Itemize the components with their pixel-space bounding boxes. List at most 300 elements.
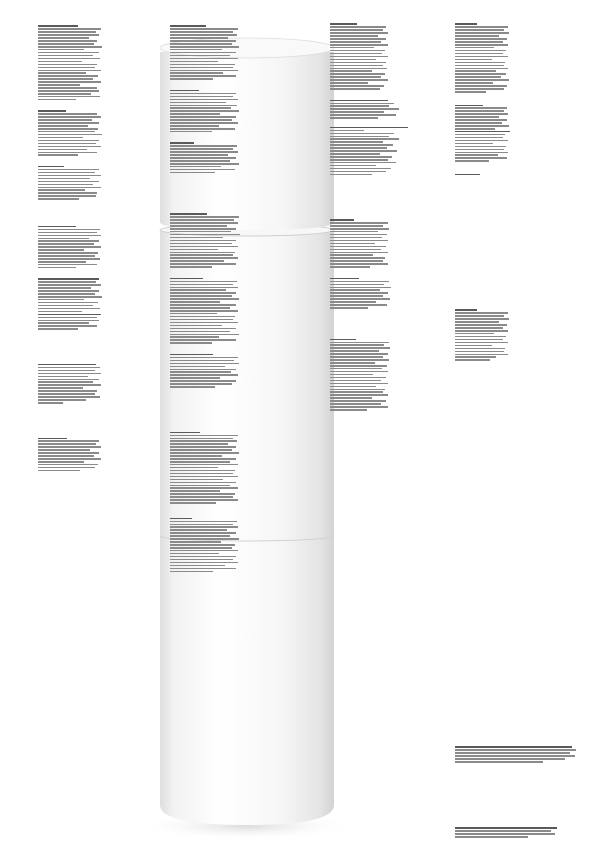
text-line <box>455 131 510 133</box>
text-line <box>170 371 231 373</box>
text-line <box>455 85 507 87</box>
text-line <box>38 393 95 395</box>
text-line <box>455 137 503 139</box>
text-line <box>170 25 206 27</box>
text-line <box>170 342 212 344</box>
text-block <box>38 278 104 329</box>
text-line <box>170 40 236 42</box>
text-line <box>330 359 389 361</box>
text-line <box>38 64 97 66</box>
text-line <box>330 76 381 78</box>
text-block <box>170 432 242 504</box>
text-line <box>170 55 230 57</box>
text-line <box>455 309 477 311</box>
text-block <box>38 438 104 472</box>
text-line <box>330 386 376 388</box>
text-line <box>170 470 235 472</box>
text-line <box>455 62 505 64</box>
text-line <box>38 113 97 115</box>
text-line <box>170 464 238 466</box>
text-line <box>170 93 236 95</box>
text-line <box>330 301 376 303</box>
text-line <box>170 452 239 454</box>
text-line <box>38 293 95 295</box>
text-line <box>38 195 96 197</box>
text-line <box>330 292 388 294</box>
text-line <box>330 56 388 58</box>
text-line <box>38 370 95 372</box>
text-line <box>170 52 236 54</box>
text-line <box>170 449 232 451</box>
text-line <box>170 568 236 570</box>
text-line <box>38 455 94 457</box>
text-line <box>455 836 528 838</box>
text-line <box>455 321 499 323</box>
text-line <box>330 73 385 75</box>
text-line <box>170 96 233 98</box>
text-line <box>38 128 98 130</box>
text-line <box>38 249 84 251</box>
text-line <box>170 131 212 133</box>
text-line <box>170 219 234 221</box>
text-line <box>170 246 238 248</box>
text-line <box>455 56 508 58</box>
text-line <box>170 169 235 171</box>
text-line <box>170 252 235 254</box>
text-line <box>455 32 509 34</box>
text-line <box>170 28 238 30</box>
text-line <box>330 35 378 37</box>
text-line <box>38 116 101 118</box>
text-line <box>38 87 97 89</box>
text-line <box>170 99 238 101</box>
text-line <box>330 231 378 233</box>
text-line <box>330 263 388 265</box>
text-line <box>170 476 238 478</box>
text-line <box>38 308 100 310</box>
text-line <box>38 238 89 240</box>
text-line <box>455 827 557 829</box>
text-line <box>330 347 390 349</box>
text-line <box>330 353 388 355</box>
text-line <box>38 376 88 378</box>
text-block <box>38 364 104 404</box>
text-line <box>38 125 88 127</box>
text-line <box>330 350 379 352</box>
text-line <box>330 307 368 309</box>
text-line <box>455 26 508 28</box>
text-line <box>170 490 220 492</box>
text-line <box>330 162 396 164</box>
text-line <box>455 107 507 109</box>
text-line <box>170 304 236 306</box>
text-line <box>330 409 367 411</box>
text-line <box>170 148 233 150</box>
text-line <box>455 35 499 37</box>
text-line <box>170 243 232 245</box>
text-line <box>38 134 102 136</box>
text-line <box>330 174 372 176</box>
text-block <box>455 309 511 360</box>
text-line <box>170 357 238 359</box>
text-line <box>38 317 97 319</box>
text-line <box>170 363 239 365</box>
text-line <box>330 153 380 155</box>
text-line <box>38 387 83 389</box>
text-line <box>38 322 89 324</box>
text-line <box>330 50 385 52</box>
text-column-2 <box>170 24 242 834</box>
text-line <box>170 502 216 504</box>
text-line <box>330 389 385 391</box>
text-line <box>455 830 551 832</box>
text-line <box>455 342 508 344</box>
text-line <box>455 140 508 142</box>
text-line <box>455 70 496 72</box>
text-line <box>170 67 233 69</box>
text-line <box>455 154 498 156</box>
text-line <box>455 44 508 46</box>
text-line <box>330 254 373 256</box>
text-line <box>38 446 101 448</box>
text-line <box>170 310 238 312</box>
text-line <box>38 320 99 322</box>
text-line <box>38 43 94 45</box>
text-line <box>170 443 228 445</box>
text-line <box>38 381 93 383</box>
text-line <box>330 289 380 291</box>
text-line <box>170 237 223 239</box>
text-line <box>170 313 217 315</box>
text-column-1 <box>38 24 104 779</box>
text-line <box>455 41 503 43</box>
text-line <box>455 749 576 751</box>
text-line <box>330 368 382 370</box>
text-line <box>330 252 388 254</box>
text-line <box>38 314 101 316</box>
text-line <box>455 125 509 127</box>
text-line <box>330 298 390 300</box>
text-line <box>170 535 230 537</box>
text-line <box>170 157 236 159</box>
text-block <box>170 213 242 267</box>
text-line <box>170 110 239 112</box>
text-line <box>170 380 236 382</box>
text-line <box>455 79 509 81</box>
text-line <box>330 339 356 341</box>
text-line <box>330 266 370 268</box>
text-line <box>455 761 543 763</box>
text-block <box>330 23 410 89</box>
text-line <box>330 249 381 251</box>
text-line <box>170 254 233 256</box>
text-line <box>455 119 507 121</box>
text-line <box>455 160 489 162</box>
text-line <box>330 159 388 161</box>
text-line <box>330 278 359 280</box>
text-line <box>170 499 238 501</box>
text-line <box>455 339 503 341</box>
text-line <box>38 261 86 263</box>
text-line <box>170 440 237 442</box>
text-line <box>455 324 507 326</box>
text-line <box>330 138 399 140</box>
text-line <box>38 58 100 60</box>
text-line <box>38 137 83 139</box>
text-line <box>455 345 492 347</box>
text-line <box>170 435 238 437</box>
text-line <box>38 399 86 401</box>
text-line <box>330 356 383 358</box>
text-line <box>330 391 383 393</box>
text-line <box>38 264 97 266</box>
text-line <box>38 449 90 451</box>
text-line <box>330 70 372 72</box>
text-line <box>330 365 387 367</box>
text-line <box>170 31 233 33</box>
text-line <box>170 240 236 242</box>
text-line <box>455 149 504 151</box>
text-line <box>38 267 76 269</box>
text-line <box>455 91 486 93</box>
text-line <box>38 96 100 98</box>
text-line <box>38 143 96 145</box>
text-line <box>455 116 499 118</box>
text-line <box>330 304 387 306</box>
text-line <box>170 538 239 540</box>
text-line <box>170 556 236 558</box>
text-line <box>170 263 236 265</box>
text-line <box>38 178 90 180</box>
text-line <box>170 145 237 147</box>
text-line <box>38 75 98 77</box>
text-line <box>330 287 391 289</box>
text-line <box>170 496 233 498</box>
text-line <box>170 228 236 230</box>
text-line <box>455 110 504 112</box>
text-line <box>170 521 237 523</box>
text-line <box>170 64 235 66</box>
text-line <box>330 136 389 138</box>
text-line <box>330 147 387 149</box>
text-line <box>330 344 384 346</box>
text-line <box>330 394 388 396</box>
text-block <box>170 25 242 79</box>
text-line <box>38 402 63 404</box>
text-line <box>38 296 102 298</box>
text-line <box>38 243 94 245</box>
text-line <box>170 128 235 130</box>
text-line <box>170 216 239 218</box>
text-line <box>170 571 213 573</box>
text-line <box>455 354 508 356</box>
text-line <box>38 235 101 237</box>
text-line <box>330 165 376 167</box>
text-line <box>170 386 215 388</box>
text-line <box>170 234 240 236</box>
text-line <box>170 319 233 321</box>
text-line <box>170 354 213 356</box>
text-line <box>455 38 507 40</box>
text-line <box>38 229 100 231</box>
text-line <box>38 31 96 33</box>
text-line <box>38 452 99 454</box>
text-line <box>455 336 506 338</box>
text-line <box>455 143 493 145</box>
text-line <box>38 458 101 460</box>
text-line <box>38 255 95 257</box>
text-line <box>38 246 101 248</box>
text-line <box>170 289 226 291</box>
text-line <box>170 281 237 283</box>
text-line <box>455 312 508 314</box>
text-line <box>170 559 233 561</box>
text-line <box>38 119 92 121</box>
text-line <box>455 330 508 332</box>
text-line <box>170 72 223 74</box>
text-line <box>38 464 98 466</box>
text-block-lower-right <box>455 745 577 771</box>
text-line <box>455 50 506 52</box>
text-line <box>170 260 224 262</box>
text-line <box>170 163 239 165</box>
text-line <box>38 232 97 234</box>
text-line <box>170 151 238 153</box>
text-line <box>170 547 232 549</box>
text-block <box>330 100 410 119</box>
text-line <box>170 231 231 233</box>
text-line <box>170 166 221 168</box>
text-line <box>330 117 378 119</box>
text-column-3 <box>330 22 410 822</box>
text-line <box>455 82 493 84</box>
text-line <box>38 379 99 381</box>
text-line <box>170 518 192 520</box>
text-line <box>38 278 99 280</box>
text-line <box>455 315 504 317</box>
text-line <box>330 243 375 245</box>
text-line <box>330 228 389 230</box>
text-line <box>455 76 501 78</box>
text-line <box>170 383 232 385</box>
text-line <box>170 34 237 36</box>
text-line <box>170 301 220 303</box>
text-line <box>455 157 507 159</box>
text-line <box>330 68 387 70</box>
text-line <box>330 406 388 408</box>
text-line <box>38 84 80 86</box>
text-line <box>455 88 504 90</box>
text-line <box>38 46 102 48</box>
text-line <box>38 192 97 194</box>
text-line <box>170 142 194 144</box>
text-line <box>330 150 397 152</box>
text-line <box>170 479 223 481</box>
text-line <box>455 47 494 49</box>
text-line <box>330 79 388 81</box>
text-line <box>170 307 230 309</box>
text-line <box>455 23 477 25</box>
text-line <box>455 122 502 124</box>
text-line <box>455 327 503 329</box>
text-line <box>330 362 375 364</box>
text-line <box>170 266 212 268</box>
text-line <box>330 383 388 385</box>
text-line <box>170 75 236 77</box>
text-block <box>330 127 410 176</box>
text-block <box>38 110 104 156</box>
text-line <box>38 122 99 124</box>
text-line <box>330 225 383 227</box>
text-line <box>170 339 236 341</box>
text-line <box>38 181 99 183</box>
text-line <box>38 198 79 200</box>
text-line <box>170 125 219 127</box>
text-line <box>455 65 504 67</box>
text-line <box>330 130 364 132</box>
text-line <box>38 396 100 398</box>
text-line <box>330 88 380 90</box>
text-line <box>38 367 100 369</box>
text-line <box>38 37 89 39</box>
text-line <box>38 149 87 151</box>
text-block <box>38 25 104 100</box>
text-line <box>170 432 200 434</box>
text-line <box>170 532 236 534</box>
text-line <box>170 529 227 531</box>
text-line <box>455 59 492 61</box>
text-line <box>330 295 383 297</box>
text-line <box>455 29 504 31</box>
text-line <box>330 65 383 67</box>
text-line <box>38 110 66 112</box>
text-line <box>170 467 218 469</box>
text-line <box>330 105 389 107</box>
text-line <box>170 550 238 552</box>
text-column-4 <box>455 22 511 322</box>
text-line <box>330 397 372 399</box>
text-line <box>330 133 394 135</box>
text-line <box>170 331 230 333</box>
text-line <box>455 105 483 107</box>
text-line <box>170 298 239 300</box>
text-line <box>170 544 235 546</box>
text-line <box>170 316 235 318</box>
text-line <box>170 287 238 289</box>
text-line <box>38 93 91 95</box>
text-line <box>170 122 238 124</box>
text-block <box>455 23 511 92</box>
text-line <box>330 222 388 224</box>
text-line <box>38 290 99 292</box>
text-line <box>170 322 238 324</box>
text-line <box>38 166 64 168</box>
text-line <box>38 34 99 36</box>
text-line <box>330 246 386 248</box>
text-line <box>330 38 386 40</box>
text-line <box>170 377 220 379</box>
text-line <box>38 61 82 63</box>
text-line <box>38 325 97 327</box>
text-line <box>330 29 383 31</box>
text-line <box>330 41 381 43</box>
text-line <box>38 81 101 83</box>
text-line <box>455 134 505 136</box>
text-line <box>330 156 392 158</box>
text-line <box>330 44 388 46</box>
text-line <box>38 99 76 101</box>
text-line <box>170 107 231 109</box>
